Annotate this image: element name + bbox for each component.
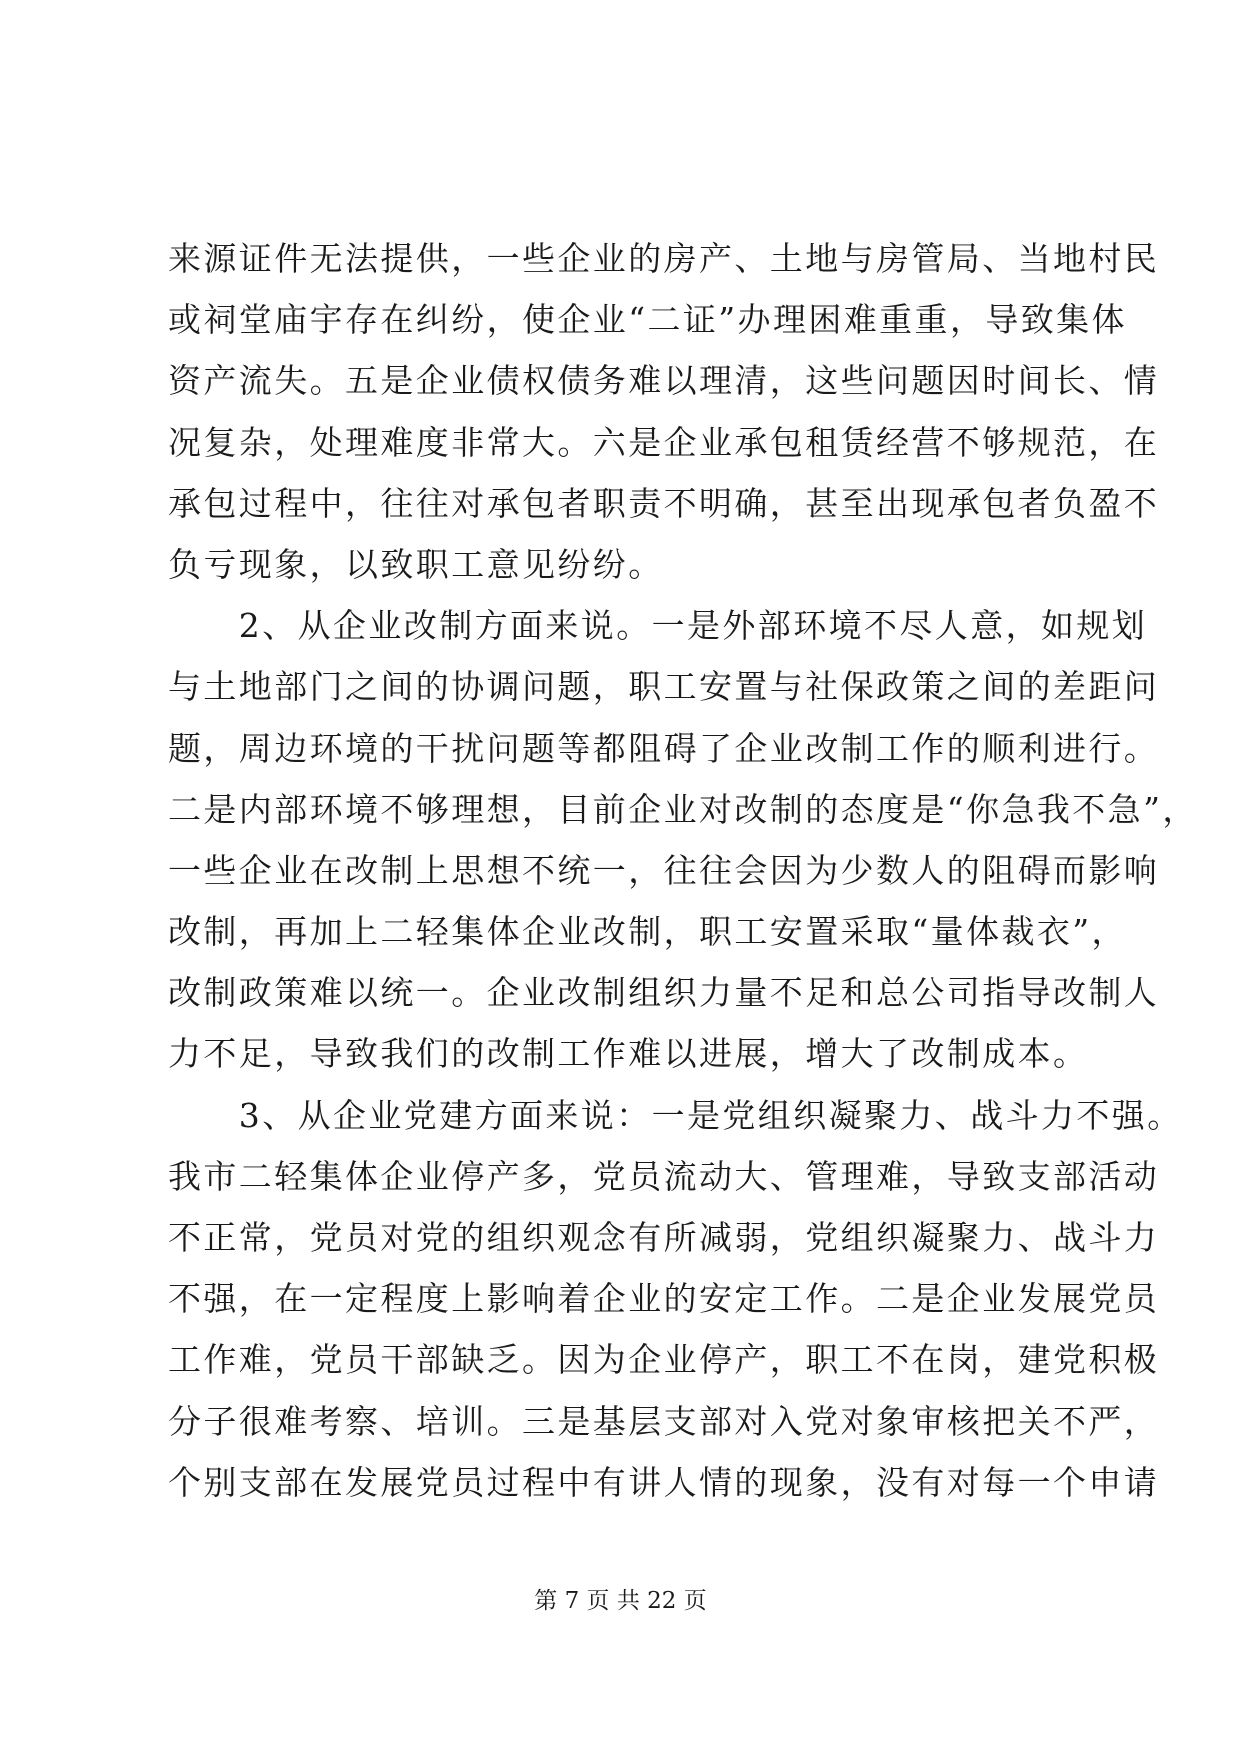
text-line: 资产流失。五是企业债权债务难以理清，这些问题因时间长、情: [168, 361, 1160, 401]
text-line: 不强，在一定程度上影响着企业的安定工作。二是企业发展党员: [168, 1279, 1160, 1319]
body-text: [168, 228, 1198, 1513]
text-line: 分子很难考察、培训。三是基层支部对入党对象审核把关不严，: [168, 1401, 1160, 1441]
text-line: 负亏现象，以致职工意见纷纷。: [168, 544, 664, 584]
text-line: 改制政策难以统一。企业改制组织力量不足和总公司指导改制人: [168, 973, 1160, 1013]
text-line: 一些企业在改制上思想不统一，往往会因为少数人的阻碍而影响: [168, 850, 1160, 890]
text-line: 二是内部环境不够理想，目前企业对改制的态度是“你急我不急”，: [168, 789, 1198, 829]
text-line: 来源证件无法提供，一些企业的房产、土地与房管局、当地村民: [168, 239, 1160, 278]
text-line: 工作难，党员干部缺乏。因为企业停产，职工不在岗，建党积极: [168, 1340, 1160, 1380]
text-line: 改制，再加上二轻集体企业改制，职工安置采取“量体裁衣”，: [168, 912, 1127, 952]
text-line: 不正常，党员对党的组织观念有所减弱，党组织凝聚力、战斗力: [168, 1218, 1160, 1257]
text-line: 个别支部在发展党员过程中有讲人情的现象，没有对每一个申请: [168, 1462, 1160, 1502]
paragraph-start-line: 2、从企业改制方面来说。一是外部环境不尽人意，如规划: [168, 606, 1148, 646]
text-line: 力不足，导致我们的改制工作难以进展，增大了改制成本。: [168, 1034, 1089, 1074]
text-line: 承包过程中，往往对承包者职责不明确，甚至出现承包者负盈不: [168, 483, 1160, 523]
page-footer: 第 7 页 共 22 页: [534, 1588, 707, 1614]
text-line: 我市二轻集体企业停产多，党员流动大、管理难，导致支部活动: [168, 1156, 1160, 1196]
text-line: 或祠堂庙宇存在纠纷，使企业“二证”办理困难重重，导致集体: [168, 300, 1127, 340]
text-line: 况复杂，处理难度非常大。六是企业承包租赁经营不够规范，在: [168, 422, 1160, 462]
text-line: 与土地部门之间的协调问题，职工安置与社保政策之间的差距问: [168, 667, 1160, 707]
text-line: 题，周边环境的干扰问题等都阻碍了企业改制工作的顺利进行。: [168, 728, 1160, 768]
paragraph-start-line: 3、从企业党建方面来说：一是党组织凝聚力、战斗力不强。: [168, 1095, 1183, 1135]
